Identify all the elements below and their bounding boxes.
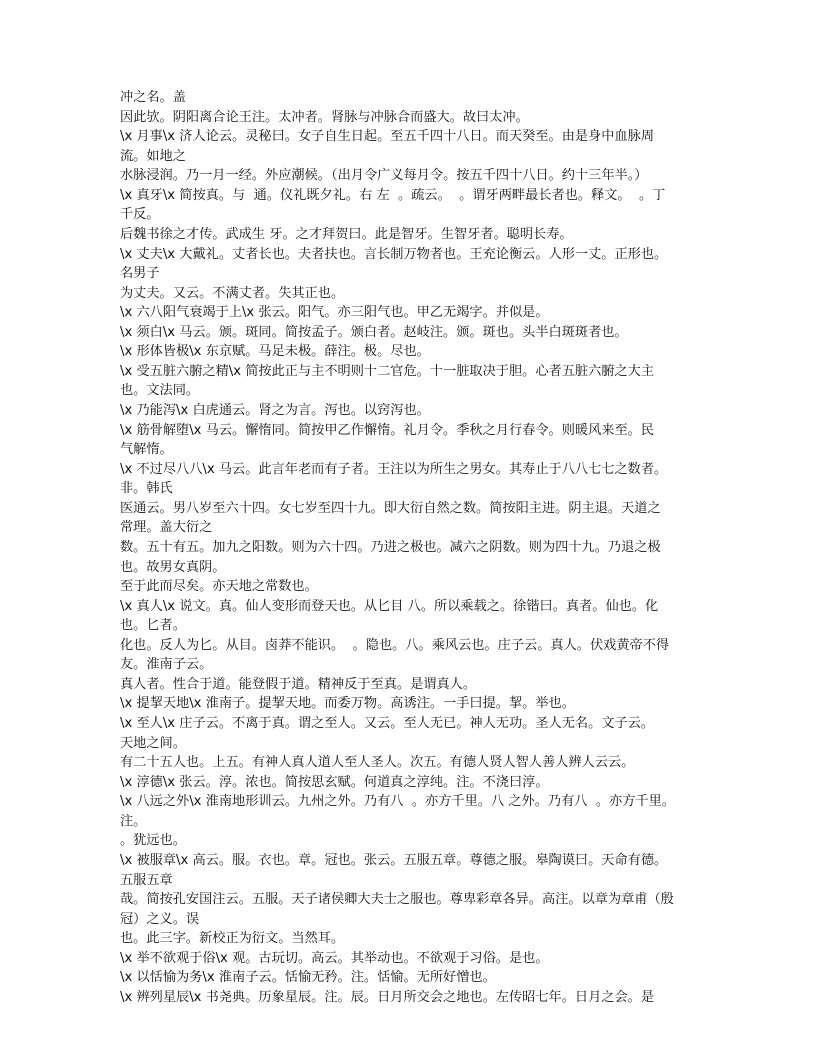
text-line: \x 八远之外\x 淮南地形训云。九州之外。乃有八 。亦方千里。八 之外。乃有八 。亦方千里。 <box>120 794 675 810</box>
text-line: \x 乃能泻\x 白虎通云。肾之为言。泻也。以窍泻也。 <box>120 403 430 418</box>
text-line: 为丈夫。又云。不满丈者。失其正也。 <box>120 285 345 301</box>
text-line: 也。故男女真阴。 <box>120 559 226 575</box>
text-line: \x 被服章\x 高云。服。衣也。章。冠也。张云。五服五章。尊德之服。皋陶谟曰。天命有德。 <box>120 852 668 868</box>
text-line: 千反。 <box>120 207 160 223</box>
text-line: 哉。简按孔安国注云。五服。天子诸侯卿大夫士之服也。尊卑彩章各异。高注。以章为章甫（殷 <box>120 892 674 908</box>
text-line: \x 辨列星辰\x 书尧典。历象星辰。注。辰。日月所交会之地也。左传昭七年。日月之会。是 <box>120 989 655 1005</box>
text-line: \x 六八阳气衰竭于上\x 张云。阳气。亦三阳气也。甲乙无竭字。并似是。 <box>120 305 549 321</box>
text-line: 后魏书徐之才传。武成生 牙。之才拜贺曰。此是智牙。生智牙者。聪明长寿。 <box>120 226 573 242</box>
text-line: 也。文法同。 <box>120 383 200 399</box>
document-page <box>120 88 720 1007</box>
text-line: \x 以恬愉为务\x 淮南子云。恬愉无矜。注。恬愉。无所好憎也。 <box>120 970 496 986</box>
text-line: 常理。盖大衍之 <box>120 520 213 536</box>
text-line: 也。此三字。新校正为衍文。当然耳。 <box>120 931 345 947</box>
text-line: 至于此而尽矣。亦天地之常数也。 <box>120 579 318 595</box>
text-line: 有二十五人也。上五。有神人真人道人至人圣人。次五。有德人贤人智人善人辨人云云。 <box>120 755 635 771</box>
text-line: 因此欤。阴阳离合论王注。太冲者。肾脉与冲脉合而盛大。故曰太冲。 <box>120 109 529 125</box>
text-line: \x 至人\x 庄子云。不离于真。谓之至人。又云。至人无已。神人无功。圣人无名。文子云。 <box>120 716 655 731</box>
text-line: \x 形体皆极\x 东京赋。马足未极。薛注。极。尽也。 <box>120 344 430 360</box>
text-line: 注。 <box>120 813 147 829</box>
text-line: 冠）之义。误 <box>120 911 200 927</box>
text-line: \x 不过尽八八\x 马云。此言年老而有子者。王注以为所生之男女。其寿止于八八七七之数者。 <box>120 461 668 477</box>
text-line: 五服五章 <box>120 872 173 888</box>
text-line: 真人者。性合于道。能登假于道。精神反于至真。是谓真人。 <box>120 676 477 692</box>
text-line: \x 淳德\x 张云。淳。浓也。简按思玄赋。何道真之淳纯。注。不浇曰淳。 <box>120 774 549 790</box>
text-line: 医通云。男八岁至六十四。女七岁至四十九。即大衍自然之数。简按阳主进。阴主退。天道之 <box>120 500 661 516</box>
text-line: \x 须白\x 马云。颁。斑同。简按孟子。颁白者。赵岐注。颁。斑也。头半白斑斑者也。 <box>120 324 628 340</box>
text-line: 数。五十有五。加九之阳数。则为六十四。乃进之极也。减六之阴数。则为四十九。乃退之极 <box>120 539 661 555</box>
text-line: \x 举不欲观于俗\x 观。古玩切。高云。其举动也。不欲观于习俗。是也。 <box>120 950 549 966</box>
text-line: \x 真人\x 说文。真。仙人变形而登天也。从匕目 八。所以乘载之。徐锴曰。真者。仙也。化 <box>120 598 659 614</box>
text-line: \x 提挈天地\x 淮南子。提挈天地。而委万物。高诱注。一手曰提。挈。举也。 <box>120 696 575 712</box>
text-line: 也。匕者。 <box>120 618 186 634</box>
text-line: 水脉浸润。乃一月一经。外应潮候。（出月令广义每月令。按五千四十八日。约十三年半。） <box>120 168 648 184</box>
text-line: 友。淮南子云。 <box>120 657 213 673</box>
text-line: 冲之名。盖 <box>120 90 186 105</box>
text-line: 。犹远也。 <box>120 833 186 849</box>
text-line: 名男子 <box>120 266 160 282</box>
text-line: 天地之间。 <box>120 735 186 751</box>
text-line: 化也。反人为匕。从目。卤莽不能识。 。隐也。八。乘风云也。庄子云。真人。伏戏黄帝不得 <box>120 637 670 653</box>
text-line: \x 筋骨解堕\x 马云。懈惰同。简按甲乙作懈惰。礼月令。季秋之月行春令。则暖风来至。民 <box>120 422 655 438</box>
text-line: \x 真牙\x 简按真。与 通。仪礼既夕礼。右 左 。疏云。 。谓牙两畔最长者也。释文。 。丁 <box>120 187 666 203</box>
text-line: \x 受五脏六腑之精\x 简按此正与主不明则十二官危。十一脏取决于胆。心者五脏六腑之大主 <box>120 363 655 379</box>
text-line: \x 月事\x 济人论云。灵秘曰。女子自生日起。至五千四十八日。而天癸至。由是身中血脉周 <box>120 129 655 145</box>
text-line: 流。如地之 <box>120 148 186 164</box>
text-line: 气解惰。 <box>120 442 173 458</box>
text-line: 非。韩氏 <box>120 481 173 497</box>
text-line: \x 丈夫\x 大戴礼。丈者长也。夫者扶也。言长制万物者也。王充论衡云。人形一丈。正形也。 <box>120 246 668 262</box>
